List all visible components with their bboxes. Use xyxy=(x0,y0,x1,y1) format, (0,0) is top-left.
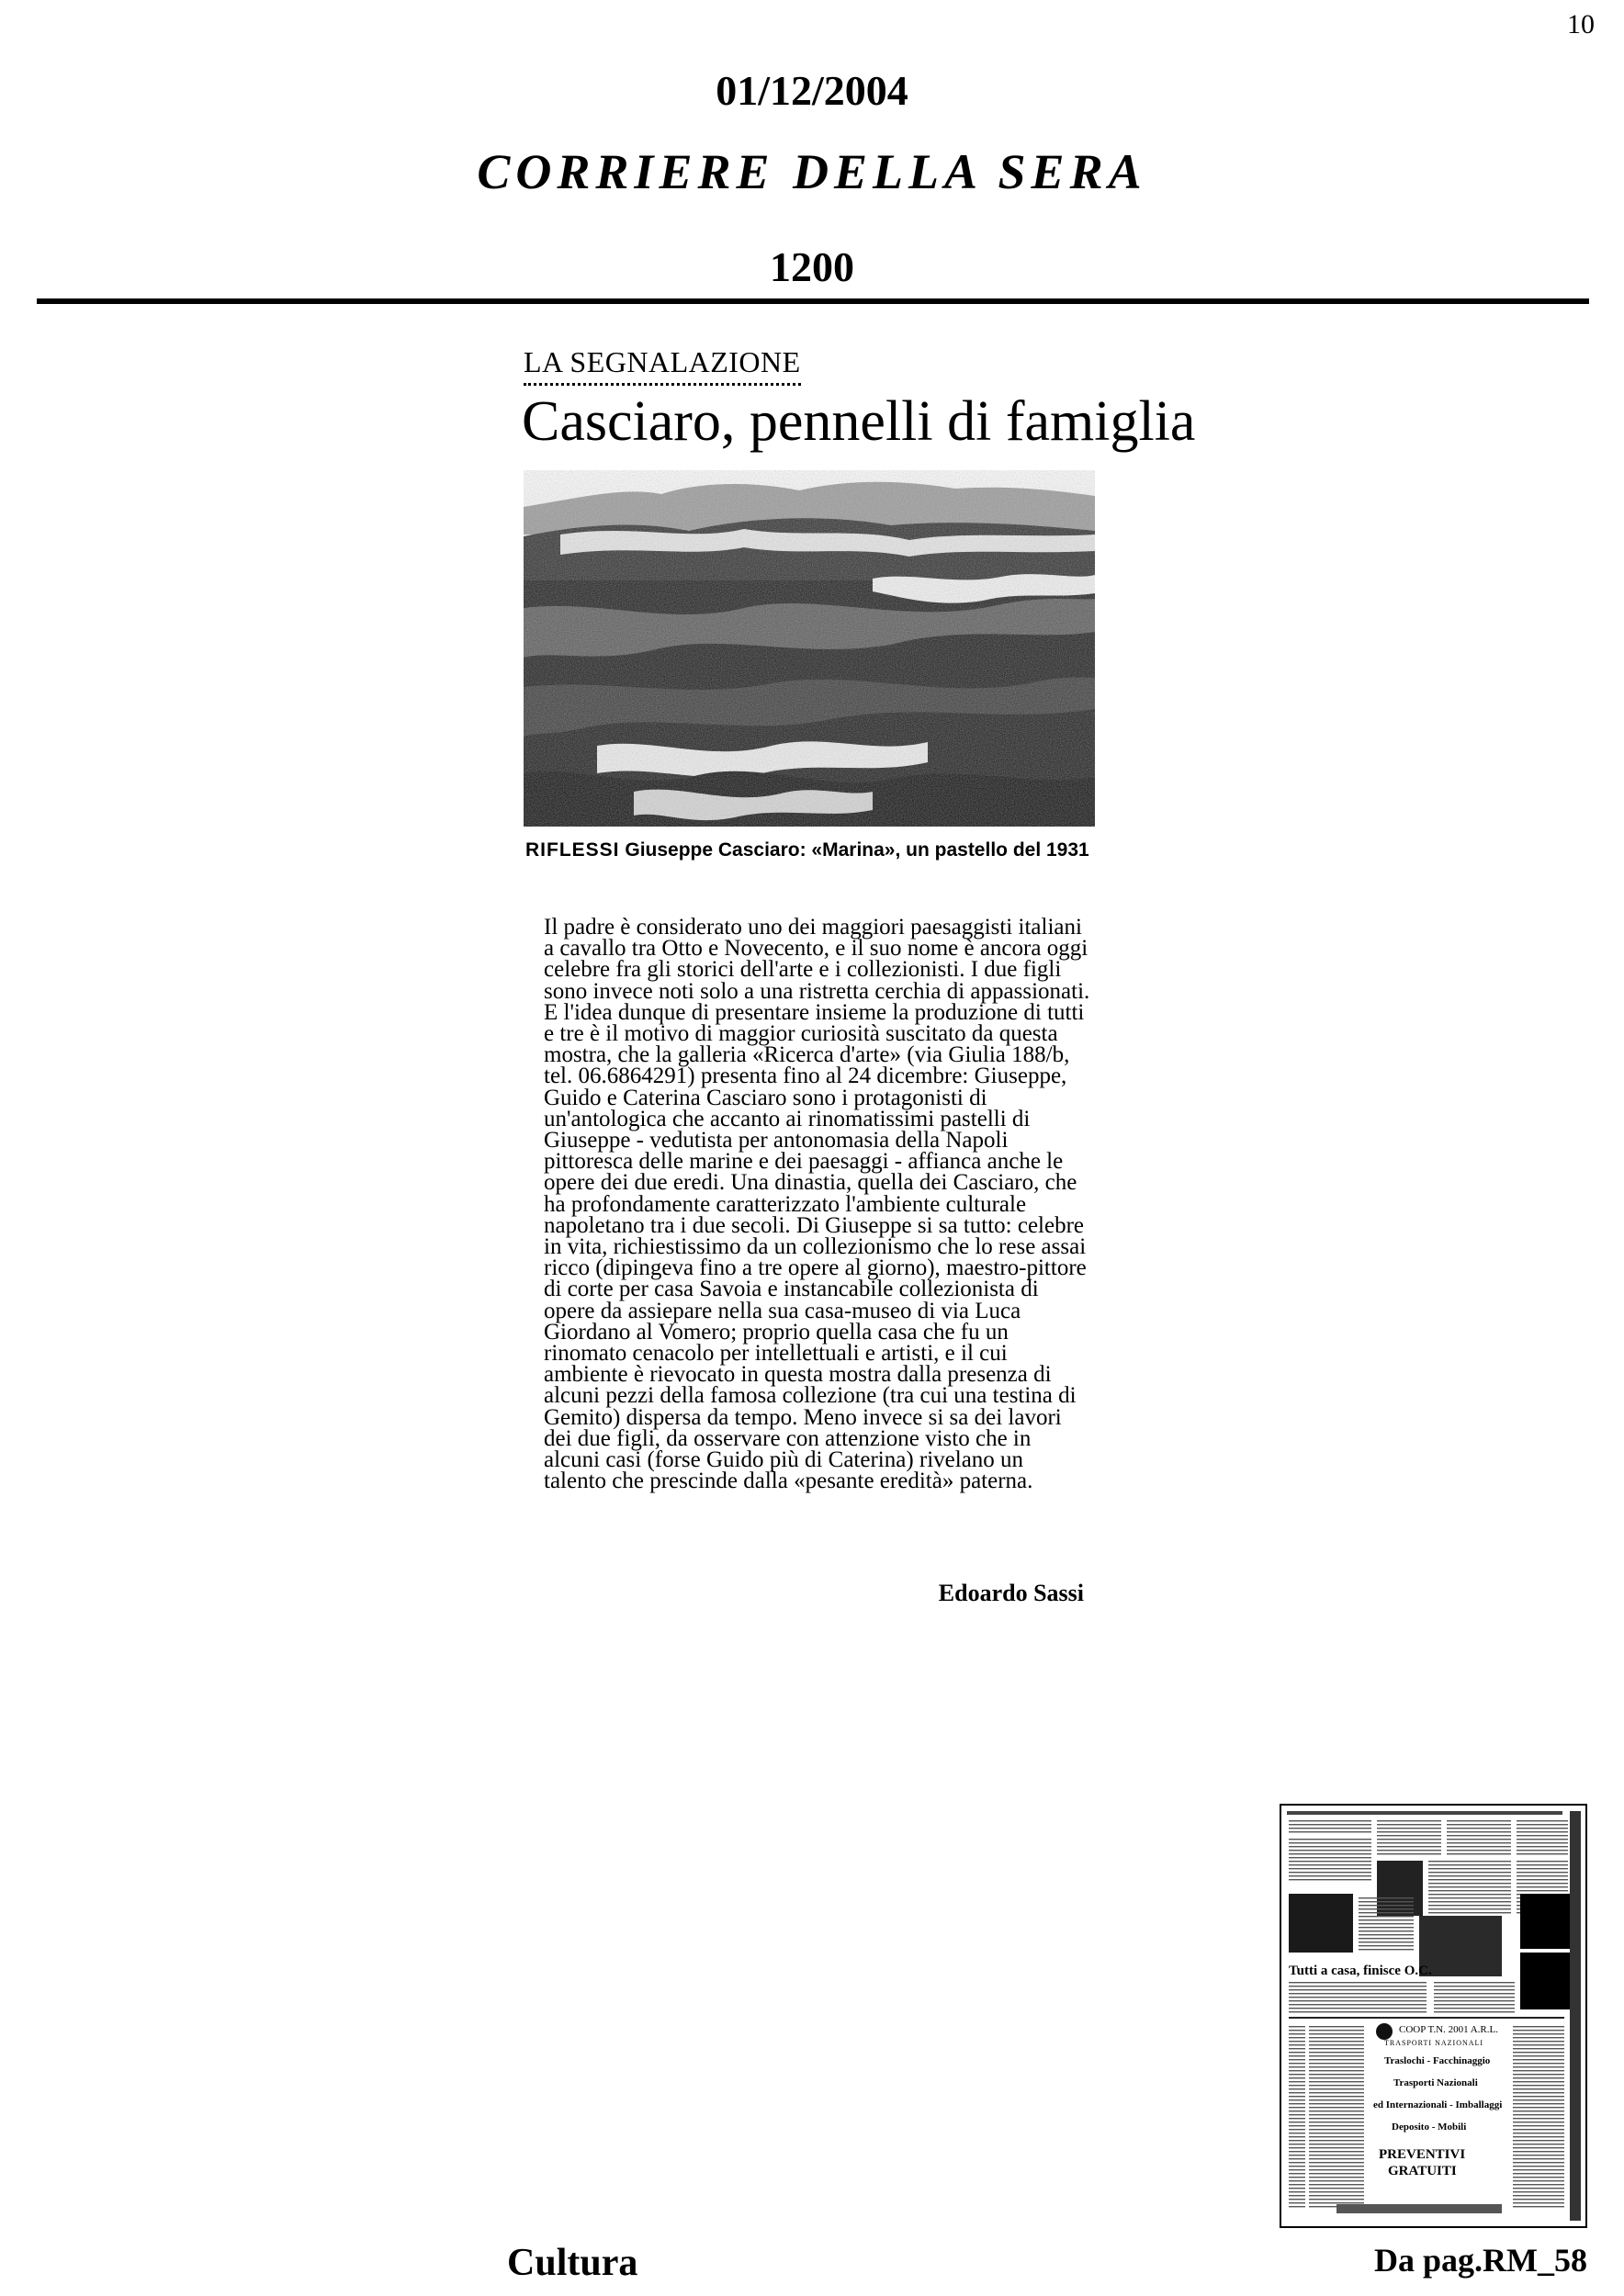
article-body-line: e tre è il motivo di maggior curiosità suscitato da questa xyxy=(544,1021,1058,1047)
publication-date: 01/12/2004 xyxy=(716,67,908,114)
article-body-line: ricco (dipingeva fino a tre opere al giorno), maestro-pittore xyxy=(544,1255,1087,1281)
article-kicker: LA SEGNALAZIONE xyxy=(524,345,801,386)
article-body-line: ha profondamente caratterizzato l'ambiente culturale xyxy=(544,1191,1027,1217)
caption-text: Giuseppe Casciaro: «Marina», un pastello del 1931 xyxy=(625,839,1089,861)
article-body-line: un'antologica che accanto ai rinomatissimi pastelli di xyxy=(544,1106,1031,1131)
article-body-line: alcuni casi (forse Guido più di Caterina) rivelano un xyxy=(544,1447,1024,1473)
article-headline: Casciaro, pennelli di famiglia xyxy=(522,390,1196,453)
article-body-line: opere da assiepare nella sua casa-museo di via Luca xyxy=(544,1298,1021,1323)
thumbnail-ad-offer: GRATUITI xyxy=(1388,2164,1457,2178)
thumbnail-ad-service: Traslochi - Facchinaggio xyxy=(1384,2055,1491,2066)
page-number: 10 xyxy=(1567,9,1595,39)
article-body-line: Giuseppe - vedutista per antonomasia della Napoli xyxy=(544,1128,1009,1154)
article-body-line: E l'idea dunque di presentare insieme la produzione di tutti xyxy=(544,999,1085,1025)
article-body-line: napoletano tra i due secoli. Di Giuseppe si sa tutto: celebre xyxy=(544,1212,1085,1238)
article-body-line: in vita, richiestissimo da un collezionismo che lo rese assai xyxy=(544,1234,1087,1260)
article-body-line: tel. 06.6864291) presenta fino al 24 dicembre: Giuseppe, xyxy=(544,1064,1067,1089)
article-body-line: Guido e Caterina Casciaro sono i protagonisti di xyxy=(544,1085,987,1110)
section-name: Cultura xyxy=(507,2242,638,2284)
article-body-line: rinomato cenacolo per intellettuali e artisti, e il cui xyxy=(544,1341,1008,1367)
article-body-line: talento che prescinde dalla «pesante eredità» paterna. xyxy=(544,1469,1033,1494)
article-body-line: pittoresca delle marine e dei paesaggi - affianca anche le xyxy=(544,1149,1064,1175)
header-rule xyxy=(37,298,1589,304)
article-body-line: celebre fra gli storici dell'arte e i collezionisti. I due figli xyxy=(544,957,1062,983)
article-body-line: ambiente è rievocato in questa mostra dalla presenza di xyxy=(544,1362,1052,1388)
article-body-line: alcuni pezzi della famosa collezione (tra cui una testina di xyxy=(544,1383,1077,1409)
article-body xyxy=(544,915,1090,1494)
photo-caption xyxy=(525,839,1089,861)
thumbnail-ad-company: COOP T.N. 2001 A.R.L. xyxy=(1399,2024,1498,2035)
thumbnail-ad-service: Deposito - Mobili xyxy=(1392,2122,1467,2133)
newspaper-name: CORRIERE DELLA SERA xyxy=(477,144,1147,199)
page-reference: Da pag.RM_58 xyxy=(1374,2242,1587,2279)
thumbnail-ad-service: ed Internazionali - Imballaggi xyxy=(1373,2099,1503,2110)
page-thumbnail xyxy=(1280,1804,1587,2228)
caption-lead: RIFLESSI xyxy=(525,839,620,861)
article-body-line: dei due figli, da osservare con attenzione visto che in xyxy=(544,1425,1032,1451)
thumbnail-ad-subtitle: TRASPORTI NAZIONALI xyxy=(1384,2039,1484,2047)
article-body-line: sono invece noti solo a una ristretta cerchia di appassionati. xyxy=(544,978,1090,1004)
article-photo xyxy=(524,470,1095,827)
publication-code: 1200 xyxy=(770,243,854,290)
article-body-line: Giordano al Vomero; proprio quella casa che fu un xyxy=(544,1319,1009,1345)
article-body-line: mostra, che la galleria «Ricerca d'arte» (via Giulia 188/b, xyxy=(544,1042,1070,1068)
article-body-line: Il padre è considerato uno dei maggiori paesaggisti italiani xyxy=(544,915,1082,940)
thumbnail-ad-service: Trasporti Nazionali xyxy=(1393,2077,1478,2088)
article-byline: Edoardo Sassi xyxy=(938,1580,1084,1606)
thumbnail-ad-offer: PREVENTIVI xyxy=(1379,2147,1466,2162)
thumbnail-headline: Tutti a casa, finisce O.C. xyxy=(1289,1964,1432,1978)
article-body-line: a cavallo tra Otto e Novecento, e il suo nome è ancora oggi xyxy=(544,936,1088,962)
article-body-line: Gemito) dispersa da tempo. Meno invece si sa dei lavori xyxy=(544,1404,1062,1430)
article-body-line: opere dei due eredi. Una dinastia, quella dei Casciaro, che xyxy=(544,1170,1077,1196)
article-body-line: di corte per casa Savoia e instancabile collezionista di xyxy=(544,1277,1039,1302)
seascape-pastel-image xyxy=(524,470,1095,827)
